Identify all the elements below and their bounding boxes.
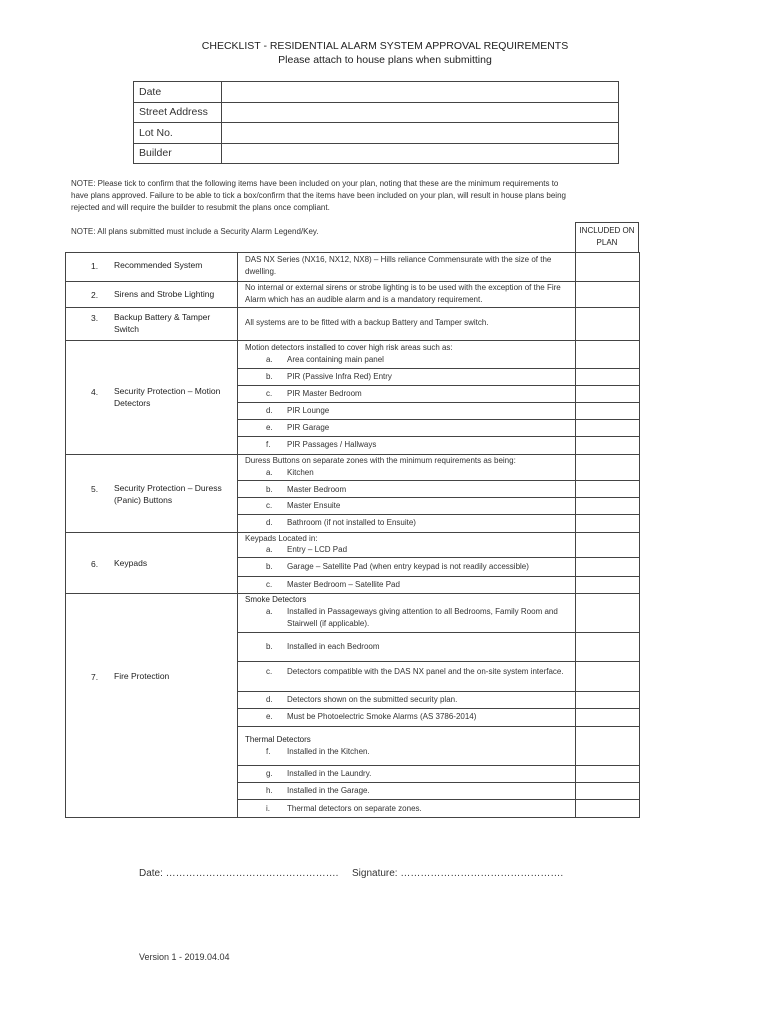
subrow-divider: [237, 782, 640, 783]
smoke-detectors-heading: Smoke Detectors: [245, 595, 307, 604]
subrow-divider: [237, 402, 640, 403]
info-value-lot-no[interactable]: [222, 123, 619, 144]
section-title-duress-buttons: Security Protection – Duress (Panic) Buttons: [114, 483, 222, 505]
info-value-street-address[interactable]: [222, 102, 619, 123]
info-label-date: Date: [134, 82, 222, 103]
subrow-divider: [237, 765, 640, 766]
row-divider: [65, 307, 640, 308]
subrow-divider: [237, 632, 640, 633]
column-divider: [575, 252, 576, 818]
section-title-keypads: Keypads: [114, 558, 148, 568]
section-number: 1.: [91, 261, 99, 271]
subrow-divider: [237, 557, 640, 558]
section-desc: DAS NX Series (NX16, NX12, NX8) – Hills reliance Commensurate with the size of the dwelling.: [245, 255, 552, 276]
row-divider: [65, 340, 640, 341]
info-label-builder: Builder: [134, 143, 222, 164]
note-legend: NOTE: All plans submitted must include a Security Alarm Legend/Key.: [71, 227, 319, 236]
subrow-divider: [237, 436, 640, 437]
section-number: 2.: [91, 290, 99, 300]
subrow-divider: [237, 385, 640, 386]
subrow-divider: [237, 368, 640, 369]
subrow-divider: [237, 497, 640, 498]
section-title-recommended-system: Recommended System: [114, 260, 203, 270]
section-title-motion-detectors: Security Protection – Motion Detectors: [114, 386, 221, 408]
section-title-backup-battery: Backup Battery & Tamper Switch: [114, 312, 211, 334]
info-table: [133, 81, 619, 164]
subrow-divider: [237, 514, 640, 515]
section-number: 4.: [91, 387, 99, 397]
section-title-fire-protection: Fire Protection: [114, 671, 170, 681]
info-value-builder[interactable]: [222, 143, 619, 164]
subrow-divider: [237, 419, 640, 420]
column-divider: [237, 252, 238, 818]
section-intro: Motion detectors installed to cover high risk areas such as:: [245, 343, 453, 352]
signature-line: Signature: ………………………………………….: [352, 868, 564, 879]
info-label-lot-no: Lot No.: [134, 123, 222, 144]
date-signature-line: Date: …………………………………………….: [139, 868, 339, 879]
note-tick-confirm: NOTE: Please tick to confirm that the following items have been included on your plan, noting that these are the minimum requirements to have plans approved. Failure to be able to tick a box/confirm that the items have been included on your plan, will result in house plans being rejected and will require the builder to resubmit the plans once compliant.: [71, 179, 566, 212]
section-number: 5.: [91, 484, 99, 494]
version-label: Version 1 - 2019.04.04: [139, 952, 230, 962]
section-desc: No internal or external sirens or strobe lighting is to be used with the exception of the Fire Alarm which has an audible alarm and is a mandatory requirement.: [245, 283, 561, 304]
document-title: CHECKLIST - RESIDENTIAL ALARM SYSTEM APPROVAL REQUIREMENTS: [201, 40, 569, 52]
document-subtitle: Please attach to house plans when submitting: [278, 54, 492, 66]
subrow-divider: [237, 708, 640, 709]
subrow-divider: [237, 480, 640, 481]
thermal-detectors-heading: Thermal Detectors: [245, 735, 311, 744]
section-number: 7.: [91, 672, 99, 682]
section-intro: Duress Buttons on separate zones with the minimum requirements as being:: [245, 456, 516, 465]
subrow-divider: [237, 726, 640, 727]
section-intro: Keypads Located in:: [245, 534, 318, 543]
subrow-divider: [237, 799, 640, 800]
subrow-divider: [237, 691, 640, 692]
section-number: 6.: [91, 559, 99, 569]
subrow-divider: [237, 661, 640, 662]
section-title-sirens: Sirens and Strobe Lighting: [114, 289, 215, 299]
included-on-plan-header: INCLUDED ON PLAN: [575, 222, 639, 252]
info-value-date[interactable]: [222, 82, 619, 103]
subrow-divider: [237, 576, 640, 577]
section-desc: All systems are to be fitted with a backup Battery and Tamper switch.: [245, 318, 489, 327]
info-label-street-address: Street Address: [134, 102, 222, 123]
section-number: 3.: [91, 313, 99, 323]
